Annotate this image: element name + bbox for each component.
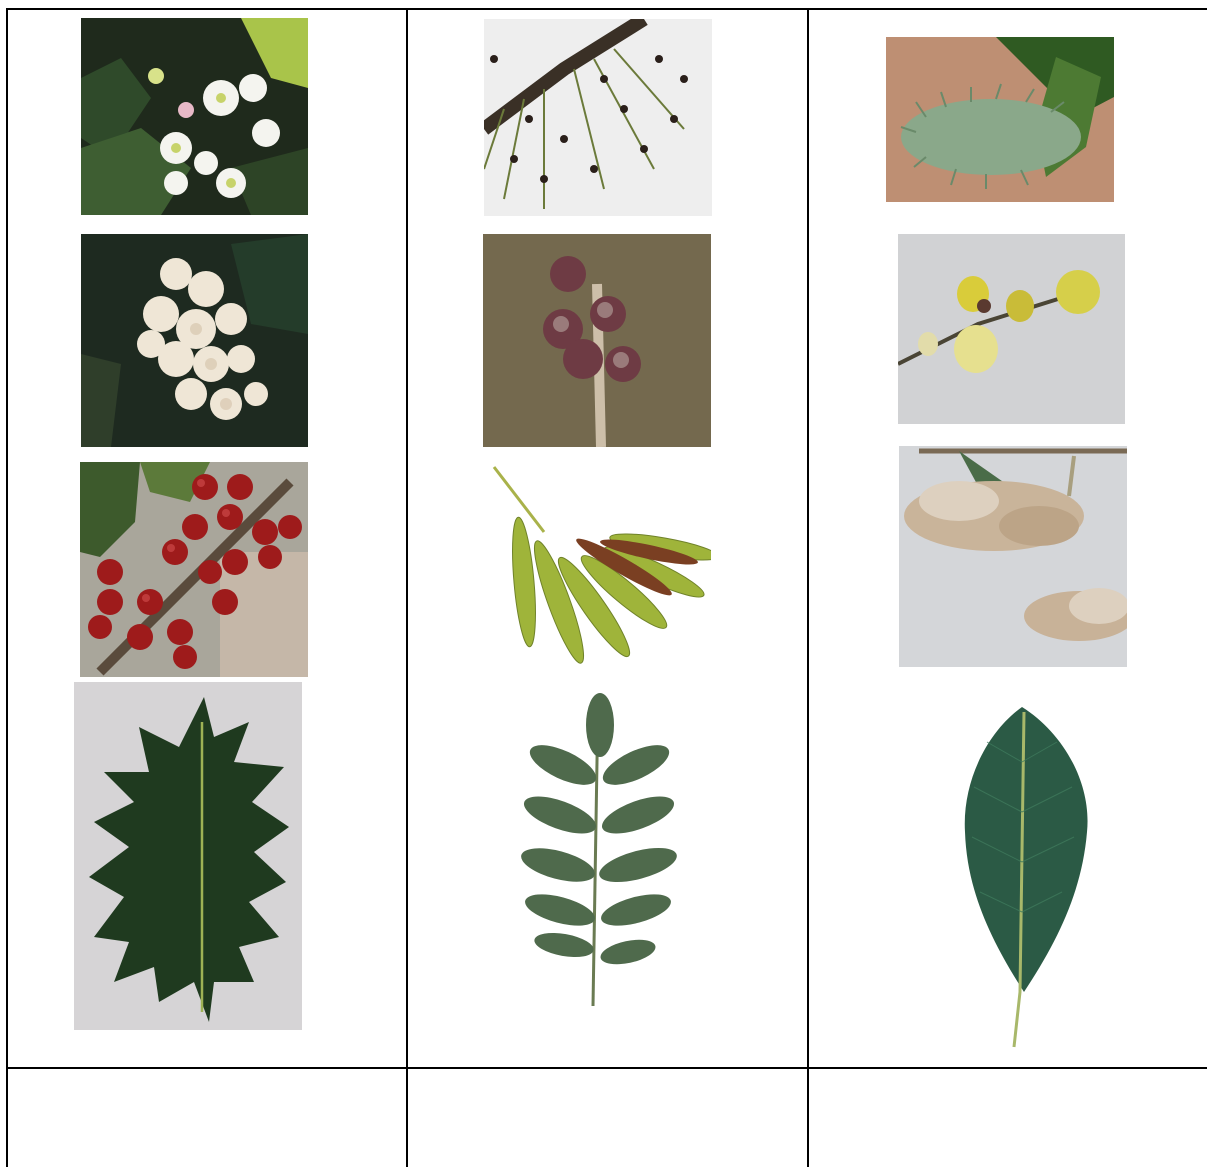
table-left-border bbox=[6, 8, 8, 1167]
holly-flowers-closeup-icon bbox=[81, 18, 308, 215]
holly-spiny-leaf-icon bbox=[74, 682, 302, 1030]
ash-purple-flower-buds-icon bbox=[483, 234, 711, 447]
label-cell-ash bbox=[410, 1072, 805, 1162]
ash-winged-seeds-icon bbox=[484, 462, 711, 674]
table-top-border bbox=[6, 8, 1207, 10]
label-cell-willow bbox=[811, 1072, 1205, 1162]
ash-dark-flowers-icon bbox=[484, 19, 712, 216]
willow-oval-leaf-icon bbox=[962, 702, 1092, 1052]
willow-green-catkin-icon bbox=[886, 37, 1114, 202]
column-divider-2 bbox=[807, 8, 809, 1167]
label-cell-holly bbox=[10, 1072, 404, 1162]
willow-image-baseline bbox=[935, 1067, 1113, 1069]
willow-yellow-catkins-icon bbox=[898, 234, 1125, 424]
holly-red-berries-icon bbox=[80, 462, 308, 677]
holly-flower-cluster-icon bbox=[81, 234, 308, 447]
ash-pinnate-leaf-icon bbox=[518, 690, 690, 1006]
column-divider-1 bbox=[406, 8, 408, 1167]
willow-fluffy-seed-catkins-icon bbox=[899, 446, 1127, 667]
